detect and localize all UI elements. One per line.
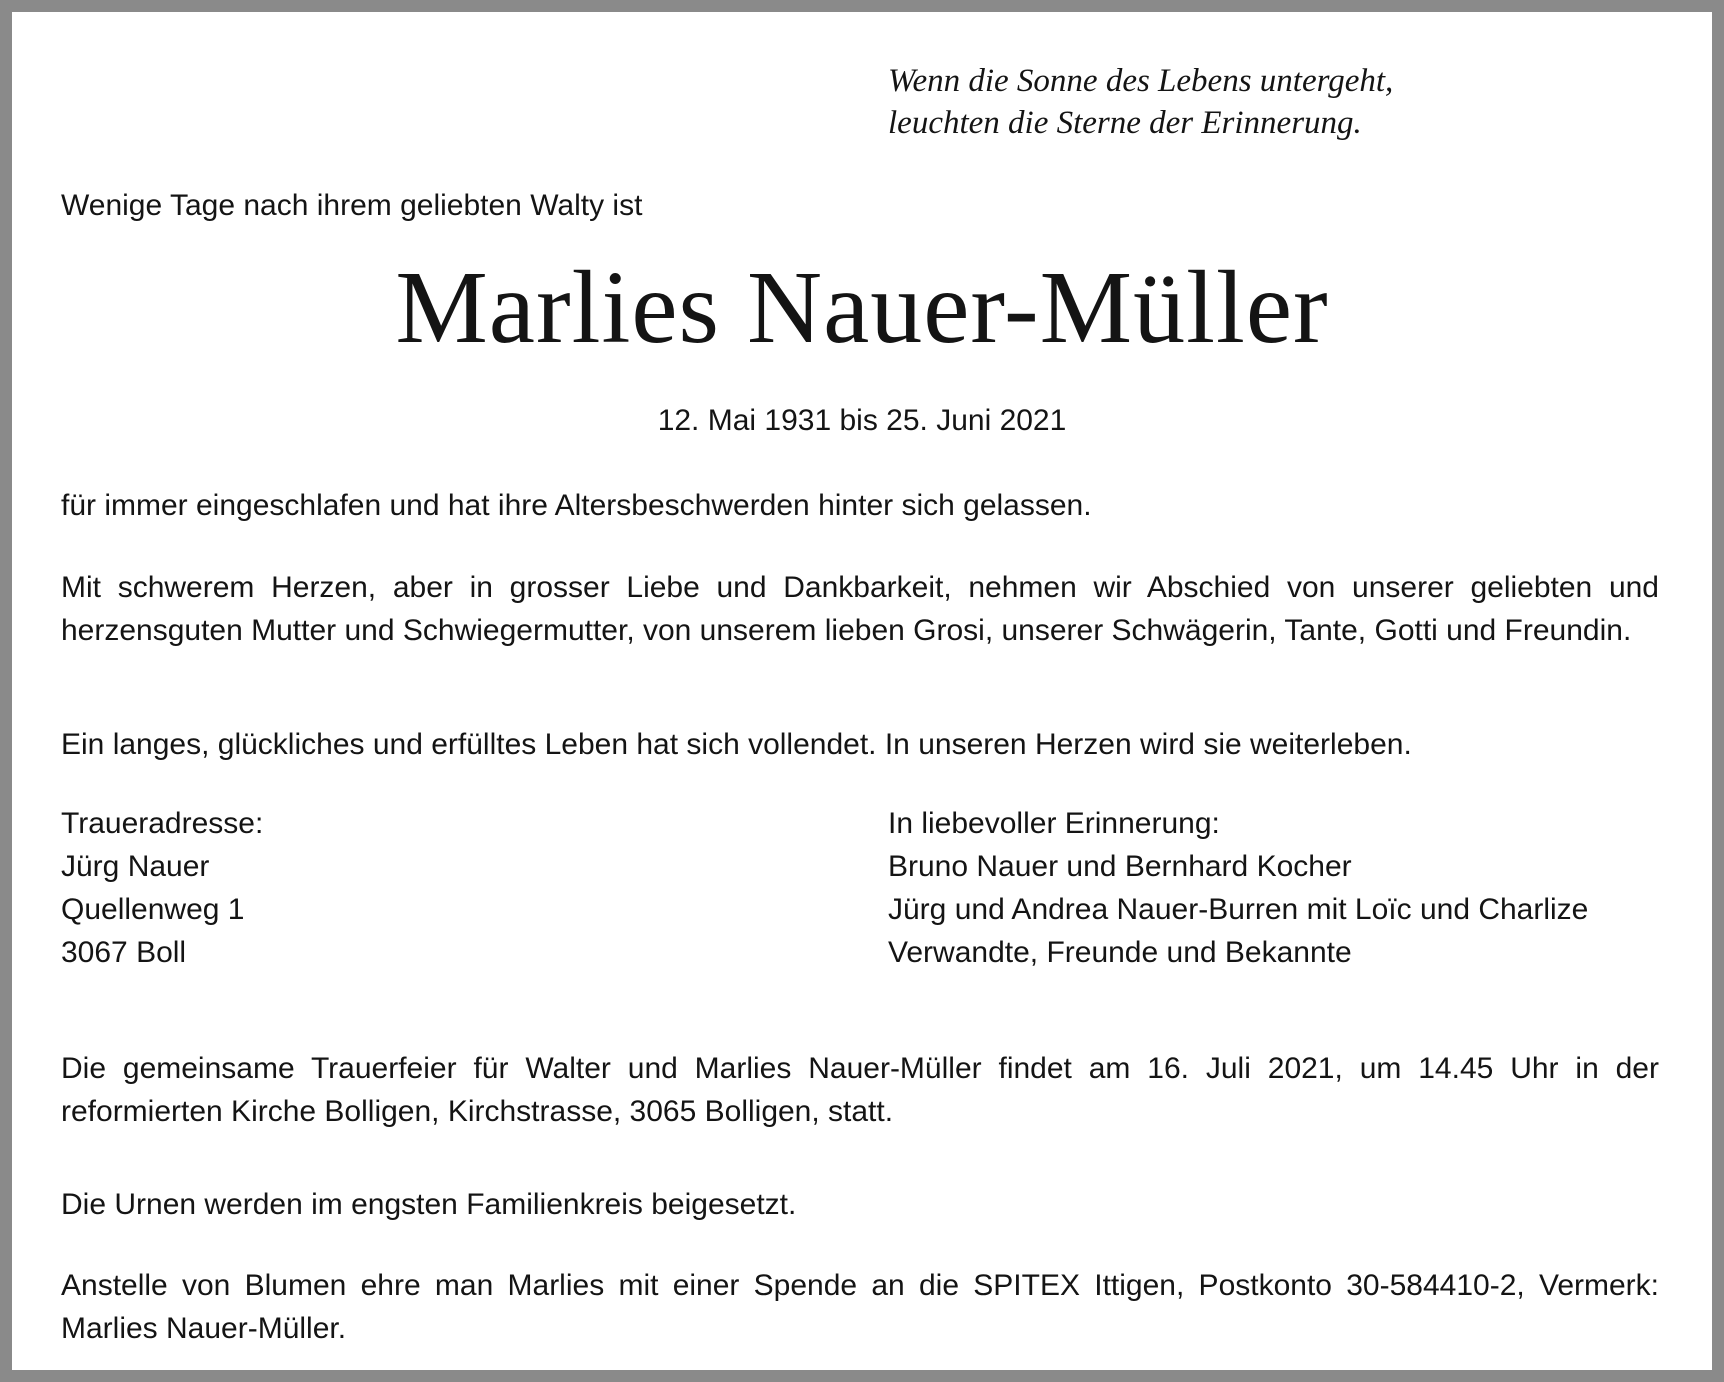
paragraph-life: Ein langes, glückliches und erfülltes Leben hat sich vollendet. In unseren Herzen wird sie weiterleben. xyxy=(61,728,1412,761)
paragraph-asleep: für immer eingeschlafen und hat ihre Altersbeschwerden hinter sich gelassen. xyxy=(61,489,1092,522)
address-street: Quellenweg 1 xyxy=(61,893,245,926)
address-city: 3067 Boll xyxy=(61,936,187,969)
paragraph-donation: Anstelle von Blumen ehre man Marlies mit einer Spende an die SPITEX Ittigen, Postkonto 30-584410-2, Vermerk: Marlies Nauer-Müller. xyxy=(61,1269,1659,1345)
motto-quote xyxy=(888,60,1648,144)
deceased-name: Marlies Nauer-Müller xyxy=(395,250,1329,365)
address-heading: Traueradresse: xyxy=(61,807,264,840)
paragraph-urns: Die Urnen werden im engsten Familienkreis beigesetzt. xyxy=(61,1188,797,1221)
life-dates: 12. Mai 1931 bis 25. Juni 2021 xyxy=(657,404,1067,437)
motto-line-1: Wenn die Sonne des Lebens untergeht, xyxy=(888,63,1394,99)
mourners-list xyxy=(888,802,1688,974)
mourners-line-3: Verwandte, Freunde und Bekannte xyxy=(888,936,1352,969)
motto-line-2: leuchten die Sterne der Erinnerung. xyxy=(888,105,1362,141)
mourners-line-2: Jürg und Andrea Nauer-Burren mit Loïc und Charlize xyxy=(888,893,1589,926)
obituary-sheet xyxy=(12,12,1712,1370)
address-name: Jürg Nauer xyxy=(61,850,210,883)
intro-text: Wenige Tage nach ihrem geliebten Walty ist xyxy=(61,189,643,222)
mourners-line-1: Bruno Nauer und Bernhard Kocher xyxy=(888,850,1352,883)
paragraph-farewell: Mit schwerem Herzen, aber in grosser Liebe und Dankbarkeit, nehmen wir Abschied von unserer geliebten und herzensguten Mutter und Schwiegermutter, von unserem lieben Grosi, unserer Schwägerin, Tante, Gotti und Freundin. xyxy=(61,571,1659,647)
mourners-heading: In liebevoller Erinnerung: xyxy=(888,807,1220,840)
mourning-address xyxy=(61,802,761,974)
paragraph-ceremony: Die gemeinsame Trauerfeier für Walter und Marlies Nauer-Müller findet am 16. Juli 2021, um 14.45 Uhr in der reformierten Kirche Bolligen, Kirchstrasse, 3065 Bolligen, statt. xyxy=(61,1052,1659,1128)
